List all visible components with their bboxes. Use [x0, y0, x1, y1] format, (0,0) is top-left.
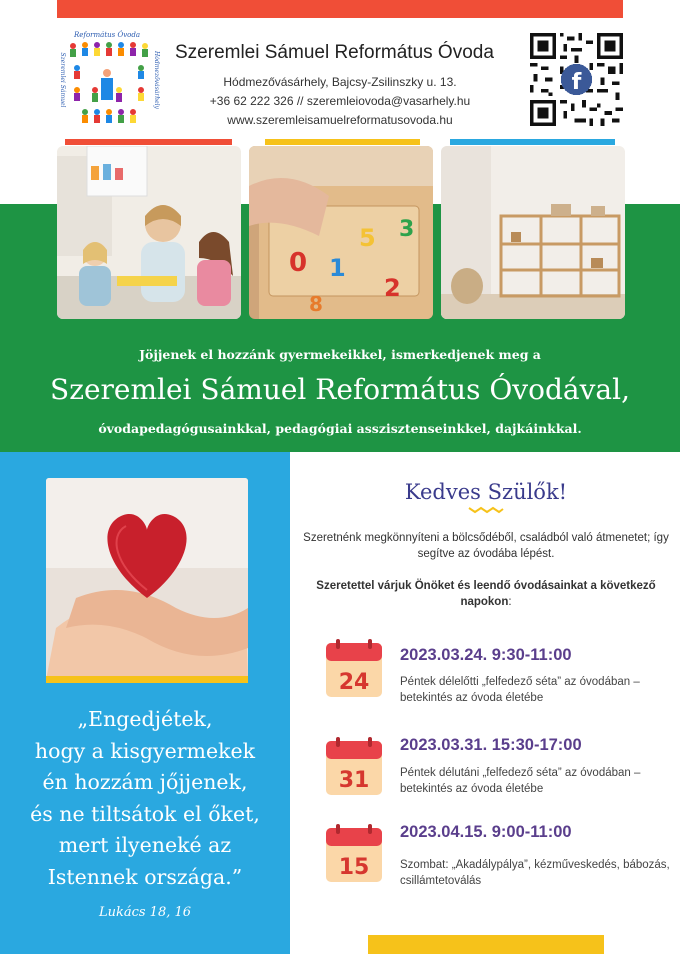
greeting-heading: Kedves Szülők! [404, 480, 568, 504]
calendar-day: 15 [338, 855, 370, 880]
school-logo [55, 28, 160, 131]
svg-text:f: f [571, 68, 582, 95]
invitation-end: : [508, 596, 512, 608]
classroom-photo [57, 146, 241, 319]
address: Hódmezővásárhely, Bajcsy-Zsilinszky u. 13. [223, 75, 457, 89]
photo-accent-red [65, 139, 232, 145]
calendar-icon [322, 735, 386, 799]
quote-line: „Engedjétek, [77, 707, 213, 731]
contact: +36 62 222 326 // szeremleiovoda@vasarhely.hu [209, 94, 471, 108]
quote-line: és ne tiltsátok el őket, [30, 801, 260, 826]
quote-line: Istennek országa.” [47, 864, 243, 889]
quote-line: mert ilyeneké az [58, 833, 232, 857]
svg-text:Református Óvoda: Református Óvoda [73, 31, 141, 39]
svg-text:3: 3 [399, 217, 415, 242]
intro-paragraph: Szeretnénk megkönnyíteni a bölcsődéből, családból való átmenetet; így segítve az óvodába lépést. [303, 532, 669, 560]
bible-quote [0, 704, 290, 893]
svg-text:0: 0 [289, 248, 308, 278]
event-date: 2023.04.15. 9:00-11:00 [400, 823, 572, 841]
event-date: 2023.03.31. 15:30-17:00 [400, 736, 582, 754]
bottom-yellow-bar [368, 935, 604, 954]
yellow-strip [46, 676, 248, 683]
event-description: Péntek délelőtti „felfedező séta” az óvodában – betekintés az óvoda életébe [400, 676, 640, 704]
invitation-paragraph [300, 578, 672, 610]
squiggle-decoration [468, 504, 504, 514]
top-red-bar [57, 0, 623, 18]
svg-text:Hódmezővásárhely: Hódmezővásárhely [153, 51, 160, 109]
calendar-day: 31 [338, 768, 370, 793]
invitation-bold: Szeretettel várjuk Önöket és leendő óvodásainkat a következő napokon [316, 580, 656, 608]
intro-line-1: Jöjjenek el hozzánk gyermekeikkel, ismerkedjenek meg a [139, 347, 541, 362]
svg-text:5: 5 [359, 224, 376, 252]
montessori-shelves-photo [441, 146, 625, 319]
quote-line: én hozzám jőjjenek, [42, 770, 248, 794]
event-description: Szombat: „Akadálypálya”, kézműveskedés, bábozás, csillámtetoválás [400, 859, 670, 887]
photo-accent-blue [450, 139, 615, 145]
svg-text:Szeremlei Sámuel: Szeremlei Sámuel [59, 52, 66, 108]
quote-reference: Lukács 18, 16 [98, 905, 192, 920]
calendar-icon [322, 637, 386, 701]
event-description: Péntek délutáni „felfedező séta” az óvodában – betekintés az óvoda életébe [400, 767, 641, 795]
svg-text:1: 1 [329, 254, 346, 282]
svg-text:2: 2 [384, 274, 401, 302]
svg-text:8: 8 [309, 292, 323, 316]
wooden-number-puzzle-photo [249, 146, 433, 319]
school-name: Szeremlei Sámuel Református Óvoda [175, 42, 494, 63]
quote-line: hogy a kisgyermekek [34, 738, 256, 763]
qr-code[interactable] [530, 33, 623, 126]
calendar-icon [322, 822, 386, 886]
calendar-day: 24 [338, 670, 370, 695]
photo-accent-yellow [265, 139, 420, 145]
event-date: 2023.03.24. 9:30-11:00 [400, 646, 572, 664]
intro-line-2: Szeremlei Sámuel Református Óvodával, [50, 373, 630, 406]
website[interactable]: www.szeremleisamuelreformatusovoda.hu [227, 113, 453, 127]
heart-hands-photo [46, 478, 248, 680]
intro-line-3: óvodapedagógusainkkal, pedagógiai asszisztenseinkkel, dajkáinkkal. [98, 421, 582, 436]
